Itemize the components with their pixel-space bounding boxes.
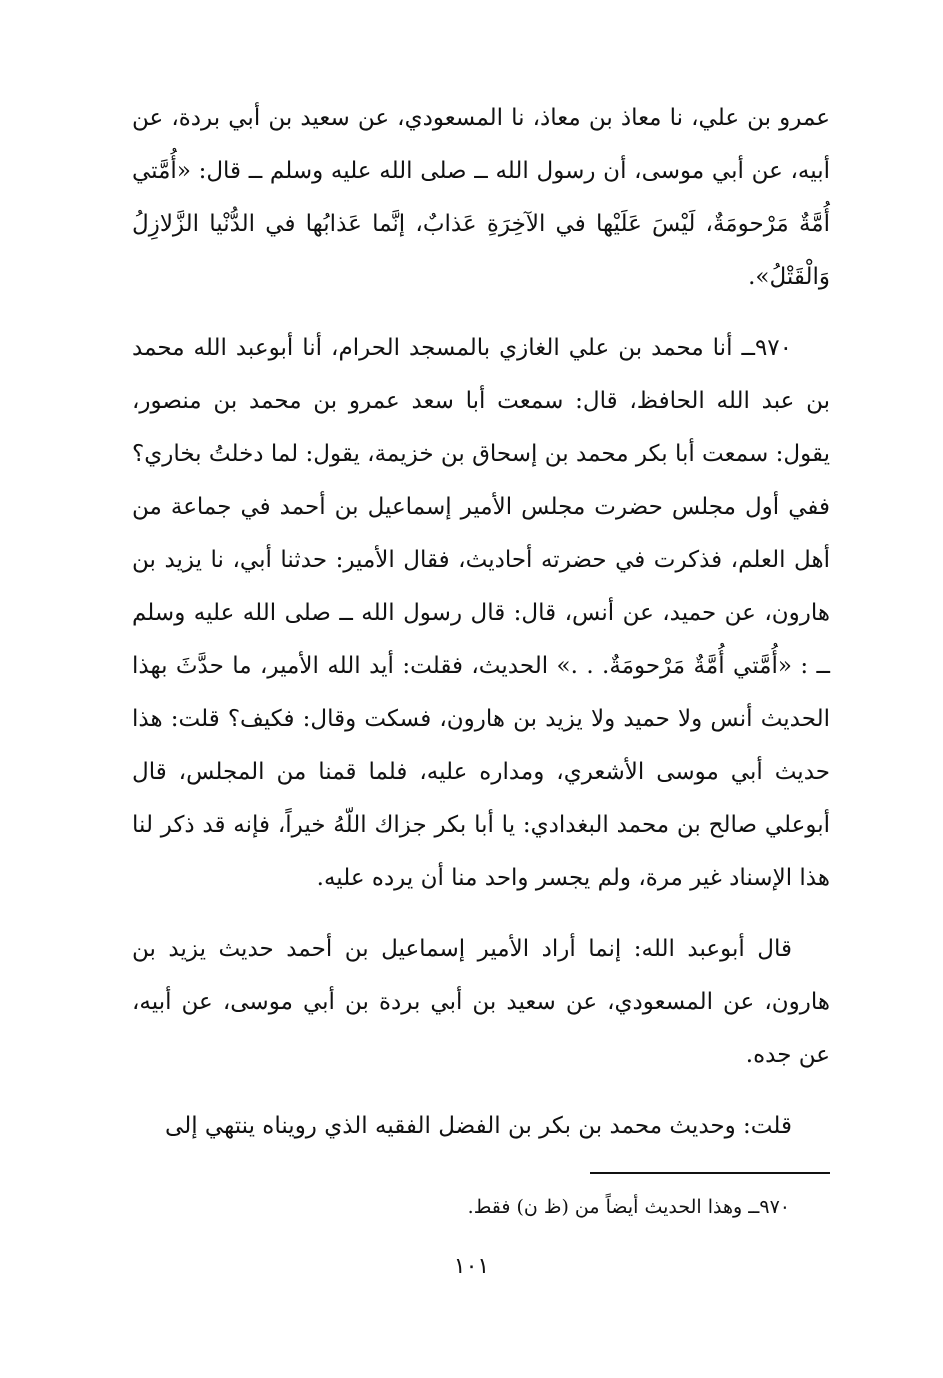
footnote-separator bbox=[590, 1172, 830, 1174]
paragraph-hadith-970: ٩٧٠ــ أنا محمد بن علي الغازي بالمسجد الحرام، أنا أبوعبد الله محمد بن عبد الله الحافظ، قال: سمعت أبا سعد عمرو بن محمد بن منصور، يقول: سمعت أبا بكر محمد بن إسحاق بن خزيمة، يقول: لما دخلتُ بخاري؟ ففي أول مجلس حضرت مجلس الأمير إسماعيل بن أحمد في جماعة من أهل العلم، فذكرت في حضرته أحاديث، فقال الأمير: حدثنا أبي، نا يزيد بن هارون، عن حميد، عن أنس، قال: قال رسول الله ــ صلى الله عليه وسلم ــ : «أُمَّتي أُمَّةٌ مَرْحومَةٌ. . .» الحديث، فقلت: أيد الله الأمير، ما حدَّثَ بهذا الحديث أنس ولا حميد ولا يزيد بن هارون، فسكت وقال: فكيف؟ قلت: هذا حديث أبي موسى الأشعري، ومداره عليه، فلما قمنا من المجلس، قال أبوعلي صالح بن محمد البغدادي: يا أبا بكر جزاك اللّهُ خيراً، فإنه قد ذكر لنا هذا الإسناد غير مرة، ولم يجسر واحد منا أن يرده عليه. bbox=[132, 335, 830, 891]
paragraph-author-note: قلت: وحديث محمد بن بكر بن الفضل الفقيه الذي رويناه ينتهي إلى bbox=[165, 1113, 792, 1139]
paragraph-continuation: عمرو بن علي، نا معاذ بن معاذ، نا المسعودي، عن سعيد بن أبي بردة، عن أبيه، عن أبي موسى، أن رسول الله ــ صلى الله عليه وسلم ــ قال: «أُمَّتي أُمَّةٌ مَرْحومَةٌ، لَيْسَ عَلَيْها في الآخِرَةِ عَذابٌ، إنَّما عَذابُها في الدُّنْيا الزَّلازِلُ وَالْقَتْلُ». bbox=[132, 105, 830, 290]
page-number: ١٠١ bbox=[453, 1254, 490, 1279]
main-text bbox=[132, 92, 830, 1153]
footnote: ٩٧٠ــ وهذا الحديث أيضاً من (ظ ن) فقط. bbox=[467, 1196, 790, 1218]
paragraph-abu-abdullah-comment: قال أبوعبد الله: إنما أراد الأمير إسماعيل بن أحمد حديث يزيد بن هارون، عن المسعودي، عن سعيد بن أبي بردة بن أبي موسى، عن أبيه، عن جده. bbox=[132, 936, 830, 1068]
